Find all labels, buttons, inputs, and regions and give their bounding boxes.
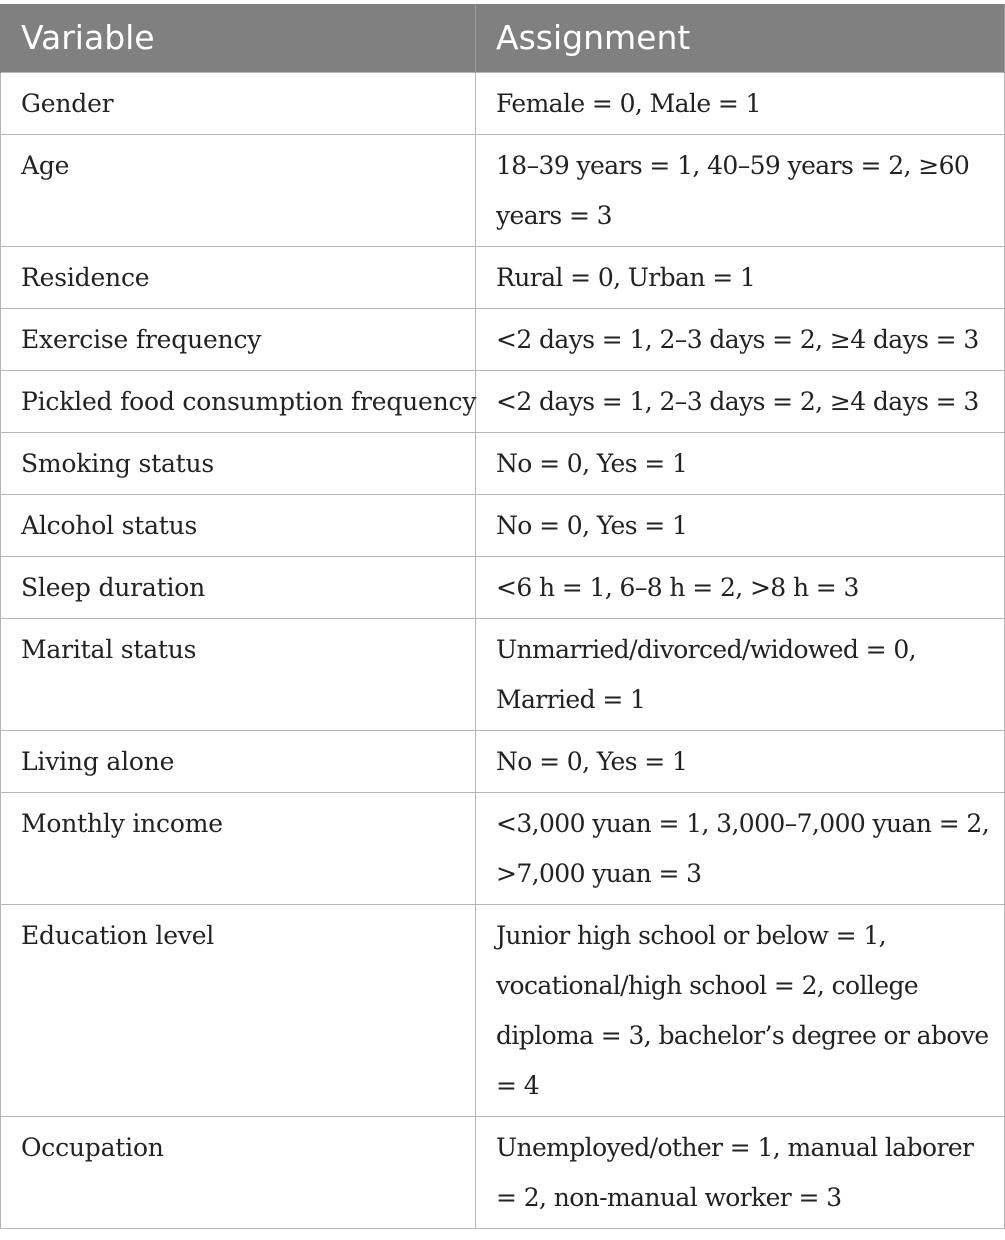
variable-cell: Smoking status [1,432,476,494]
table-row [1,134,1005,246]
table-row [1,432,1005,494]
table-row [1,370,1005,432]
assignment-cell: <6 h = 1, 6–8 h = 2, >8 h = 3 [476,556,1005,618]
assignment-cell: <3,000 yuan = 1, 3,000–7,000 yuan = 2, >7,000 yuan = 3 [476,792,1005,904]
variable-cell: Monthly income [1,792,476,904]
variable-cell: Occupation [1,1116,476,1228]
table-row [1,792,1005,904]
table-row [1,246,1005,308]
assignment-cell: Junior high school or below = 1, vocational/high school = 2, college diploma = 3, bachelor’s degree or above = 4 [476,904,1005,1116]
header-variable: Variable [1,4,476,72]
assignment-cell: Unmarried/divorced/widowed = 0, Married = 1 [476,618,1005,730]
variable-cell: Residence [1,246,476,308]
table-row [1,904,1005,1116]
table-row [1,730,1005,792]
assignment-cell: No = 0, Yes = 1 [476,494,1005,556]
variable-cell: Education level [1,904,476,1116]
table-row [1,618,1005,730]
table-row [1,1116,1005,1228]
table-row [1,556,1005,618]
variable-cell: Marital status [1,618,476,730]
variable-cell: Exercise frequency [1,308,476,370]
assignment-cell: Rural = 0, Urban = 1 [476,246,1005,308]
table-row [1,72,1005,134]
variable-cell: Age [1,134,476,246]
variable-cell: Gender [1,72,476,134]
assignment-cell: Unemployed/other = 1, manual laborer = 2, non-manual worker = 3 [476,1116,1005,1228]
variable-cell: Sleep duration [1,556,476,618]
assignment-cell: 18–39 years = 1, 40–59 years = 2, ≥60 years = 3 [476,134,1005,246]
variable-cell: Pickled food consumption frequency [1,370,476,432]
variable-assignment-table-container [0,4,1004,1229]
assignment-cell: <2 days = 1, 2–3 days = 2, ≥4 days = 3 [476,308,1005,370]
assignment-cell: <2 days = 1, 2–3 days = 2, ≥4 days = 3 [476,370,1005,432]
table-row [1,308,1005,370]
assignment-cell: No = 0, Yes = 1 [476,432,1005,494]
table-row [1,494,1005,556]
variable-cell: Alcohol status [1,494,476,556]
variable-cell: Living alone [1,730,476,792]
assignment-cell: No = 0, Yes = 1 [476,730,1005,792]
header-assignment: Assignment [476,4,1005,72]
table-header-row [1,4,1005,72]
variable-assignment-table [0,4,1005,1229]
assignment-cell: Female = 0, Male = 1 [476,72,1005,134]
